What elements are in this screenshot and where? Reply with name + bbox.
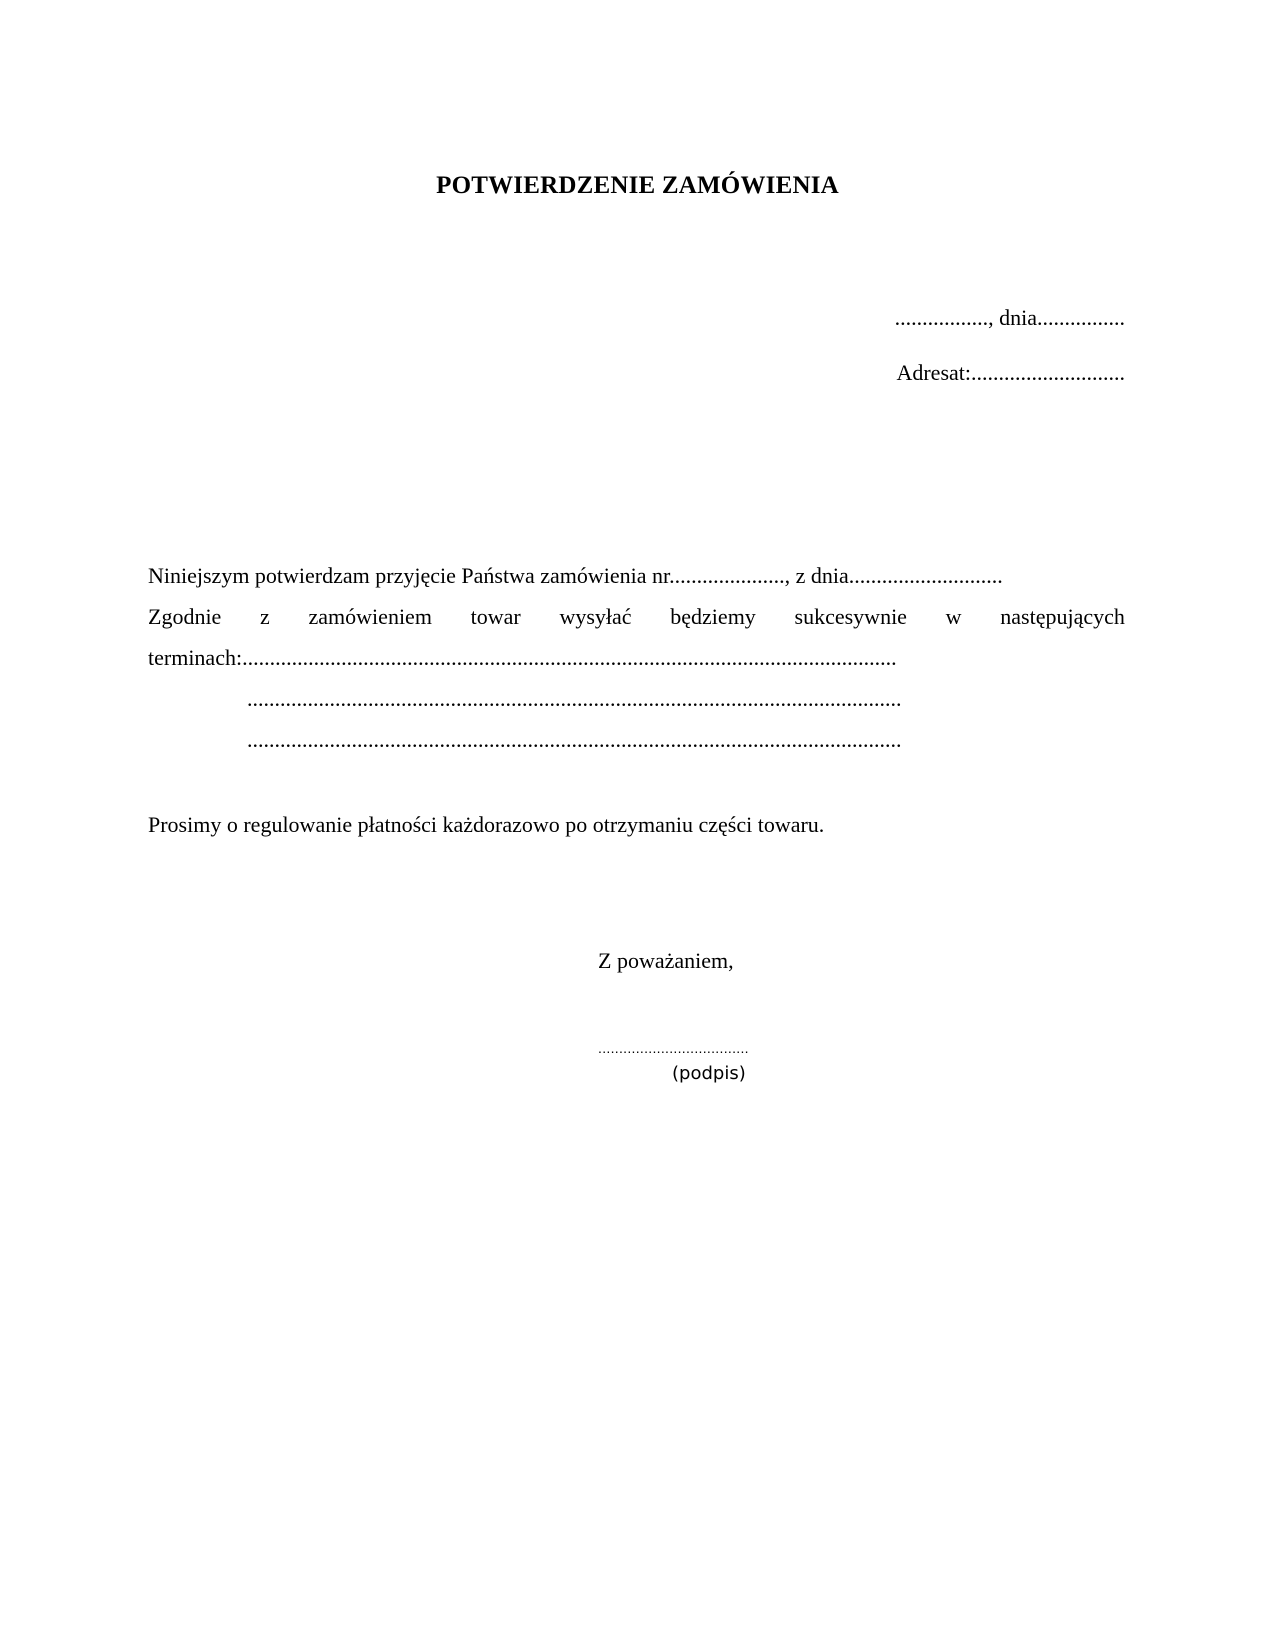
payment-paragraph: Prosimy o regulowanie płatności każdorazowo po otrzymaniu części towaru. [148,812,825,837]
paragraph-line-justified [148,596,1125,637]
word: zamówieniem [308,604,432,629]
paragraph-line: Niniejszym potwierdzam przyjęcie Państwa zamówienia nr....................., z dnia............................ [148,563,1003,588]
word: towar [470,604,521,629]
word: w [945,604,962,629]
signature-line: .................................... [598,1040,749,1056]
document-title: POTWIERDZENIE ZAMÓWIENIA [436,172,839,199]
word: wysyłać [559,604,632,629]
word: Zgodnie [148,604,222,629]
place-date-line: ................., dnia................ [894,305,1125,330]
word: następujących [1000,604,1125,629]
closing-salutation: Z poważaniem, [598,948,734,973]
paragraph-line-dots: ....................................................................................................................... [247,727,902,752]
word: będziemy [670,604,756,629]
paragraph-line-dots: ....................................................................................................................... [247,686,902,711]
word: sukcesywnie [794,604,907,629]
addressee-line: Adresat:............................ [896,360,1125,385]
confirmation-paragraph [148,555,1125,760]
signature-label: (podpis) [672,1063,746,1084]
word: z [260,604,270,629]
paragraph-line: terminach:....................................................................................................................... [148,645,897,670]
